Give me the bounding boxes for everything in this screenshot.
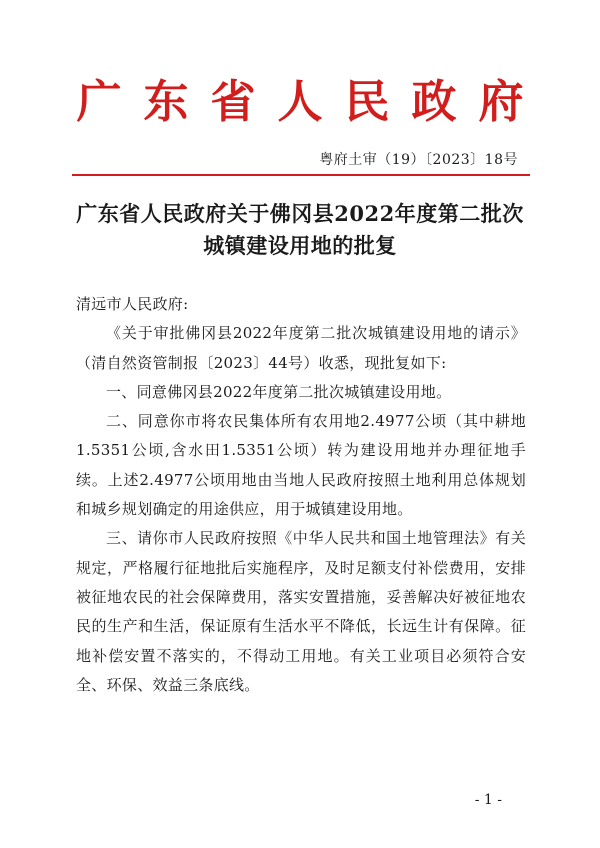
document-body [76,290,526,700]
red-divider-line [72,174,530,176]
title-line-2: 城镇建设用地的批复 [203,233,397,258]
document-title [60,198,540,262]
title-line-1: 广东省人民政府关于佛冈县2022年度第二批次 [76,201,524,226]
document-number: 粤府土审（19）〔2023〕18号 [319,152,518,168]
salutation: 清远市人民政府: [76,295,189,313]
body-paragraph-4: 三、请你市人民政府按照《中华人民共和国土地管理法》有关规定，严格履行征地批后实施程序，及时足额支付补偿费用，安排被征地农民的社会保障费用，落实安置措施，妥善解决好被征地农民的生产和生活，保证原有生活水平不降低，长远生计有保障。征地补偿安置不落实的，不得动工用地。有关工业项目必须符合安全、环保、效益三条底线。 [76,529,526,694]
issuer-header: 广东省人民政府 [76,75,546,128]
page-footer [0,792,600,808]
body-paragraph-2: 一、同意佛冈县2022年度第二批次城镇建设用地。 [106,382,452,401]
body-paragraph-3: 二、同意你市将农民集体所有农用地2.4977公顷（其中耕地1.5351公顷,含水田1.5351公顷）转为建设用地并办理征地手续。上述2.4977公顷用地由当地人民政府按照土地利用总体规划和城乡规划确定的用途供应，用于城镇建设用地。 [76,412,526,519]
page-number: - 1 - [474,792,502,808]
body-paragraph-1: 《关于审批佛冈县2022年度第二批次城镇建设用地的请示》（清自然资管制报〔2023〕44号）收悉，现批复如下: [76,324,526,372]
